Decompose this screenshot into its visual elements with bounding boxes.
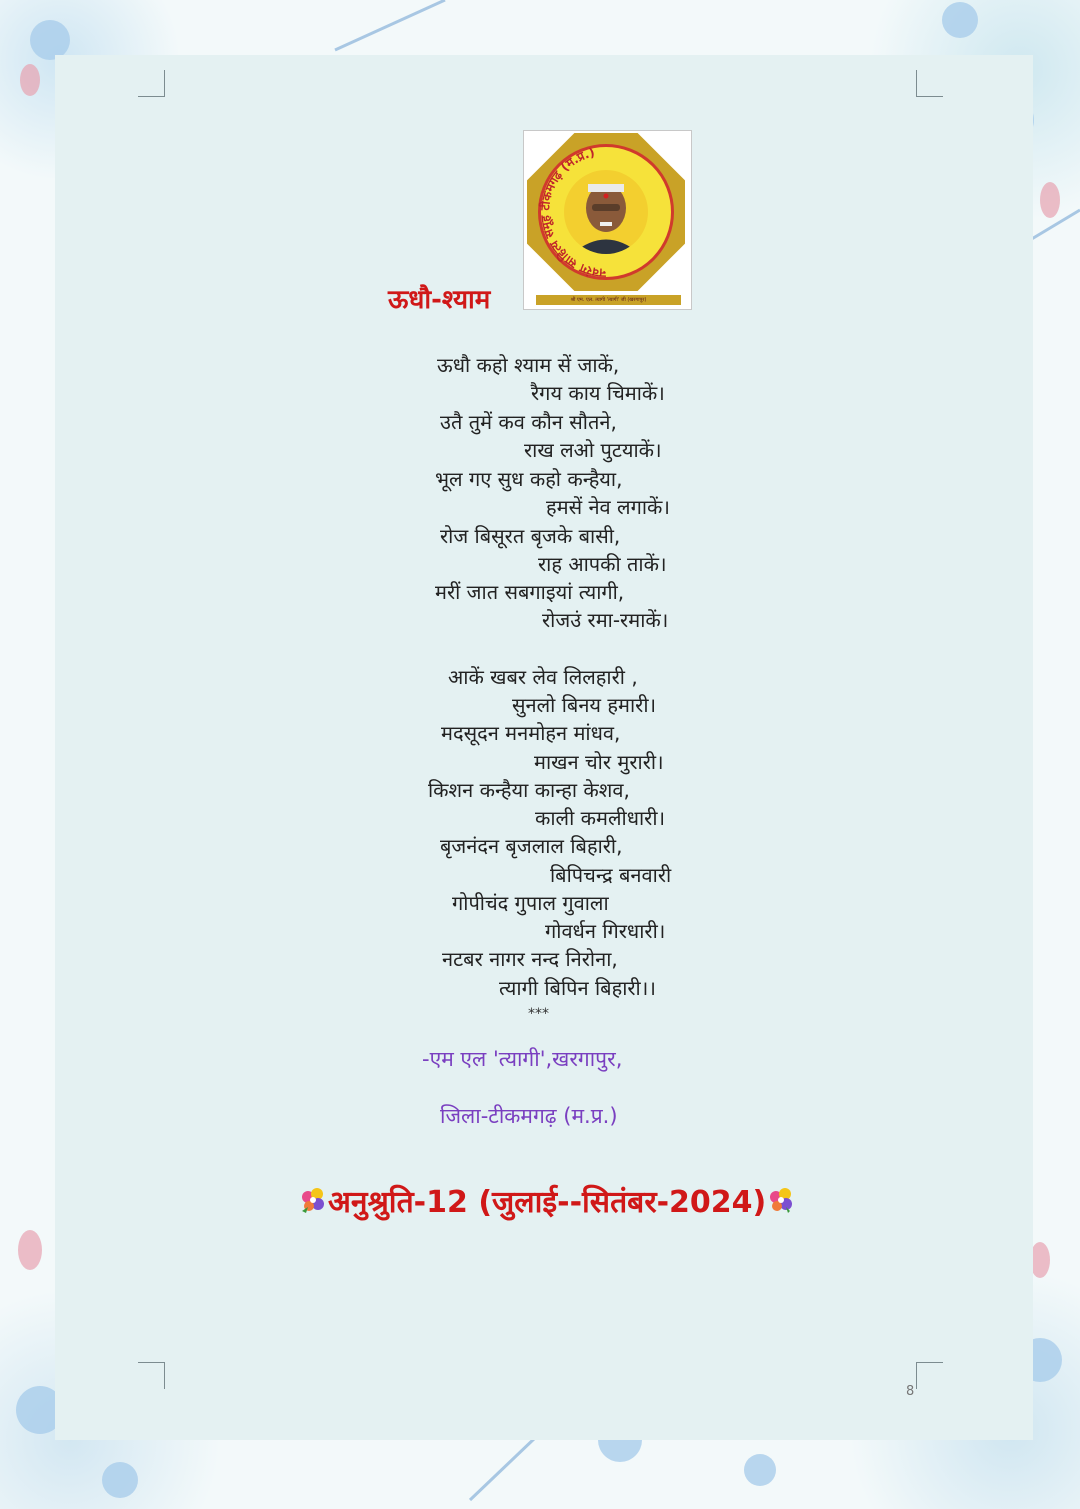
poem-line: गोवर्धन गिरधारी।	[545, 919, 666, 943]
poem-line: रोज बिसूरत बृजके बासी,	[440, 524, 621, 548]
page-number: 8	[906, 1384, 915, 1399]
group-logo	[523, 130, 692, 310]
crop-mark-bottom-right	[916, 1362, 943, 1389]
poem-line: ऊधौ कहो श्याम सें जाकें,	[437, 353, 620, 377]
issue-title: अनुश्रुति-12 (जुलाई--सितंबर-2024)	[328, 1184, 767, 1220]
flower-bouquet-icon	[766, 1185, 796, 1215]
poem-line: किशन कन्हैया कान्हा केशव,	[428, 778, 630, 802]
poem-line: सुनलो बिनय हमारी।	[512, 693, 657, 717]
poem-line: राख लओ पुटयाकें।	[524, 438, 662, 462]
poem-line: मदसूदन मनमोहन मांधव,	[441, 721, 621, 745]
poem-line: नटबर नागर नन्द निरोना,	[442, 947, 618, 971]
crop-mark-top-right	[916, 70, 943, 97]
author-district: जिला-टीकमगढ़ (म.प्र.)	[440, 1104, 618, 1128]
poem-line: त्यागी बिपिन बिहारी।।	[499, 976, 656, 1000]
poem-line: बृजनंदन बृजलाल बिहारी,	[440, 834, 623, 858]
issue-footer	[298, 1178, 796, 1222]
poem-line: आकें खबर लेव लिलहारी ,	[448, 665, 638, 689]
poem-line: बिपिचन्द्र बनवारी	[550, 863, 672, 887]
poem-line: काली कमलीधारी।	[535, 806, 666, 830]
poem-line: माखन चोर मुरारी।	[534, 750, 664, 774]
poem-line: राह आपकी ताकें।	[538, 552, 667, 576]
poem-line: रैगय काय चिमाकें।	[531, 381, 665, 405]
poem-title: ऊधौ-श्याम	[388, 285, 491, 315]
end-mark: ***	[528, 1006, 549, 1022]
poem-line: उतै तुमें कव कौन सौतने,	[440, 410, 617, 434]
poem-line: मरीं जात सबगाइयां त्यागी,	[435, 580, 625, 604]
poem-line: हमसें नेव लगाकें।	[546, 495, 670, 519]
flower-bouquet-icon	[298, 1185, 328, 1215]
crop-mark-bottom-left	[138, 1362, 165, 1389]
poem-line: भूल गए सुध कहो कन्हैया,	[435, 467, 623, 491]
poem-line: रोजउं रमा-रमाकें।	[542, 608, 669, 632]
author-name: -एम एल 'त्यागी',खरगापुर,	[422, 1047, 623, 1071]
svg-text:नवरंग साहित्य समूह टीकमगढ़ (म.: नवरंग साहित्य समूह टीकमगढ़ (म.प्र.)	[537, 145, 607, 281]
author-portrait	[564, 170, 648, 254]
logo-caption-strip: श्री एम. एल. त्यागी 'त्यागी' जी (खरगापुर)	[536, 295, 681, 305]
crop-mark-top-left	[138, 70, 165, 97]
poem-line: गोपीचंद गुपाल गुवाला	[452, 891, 609, 915]
